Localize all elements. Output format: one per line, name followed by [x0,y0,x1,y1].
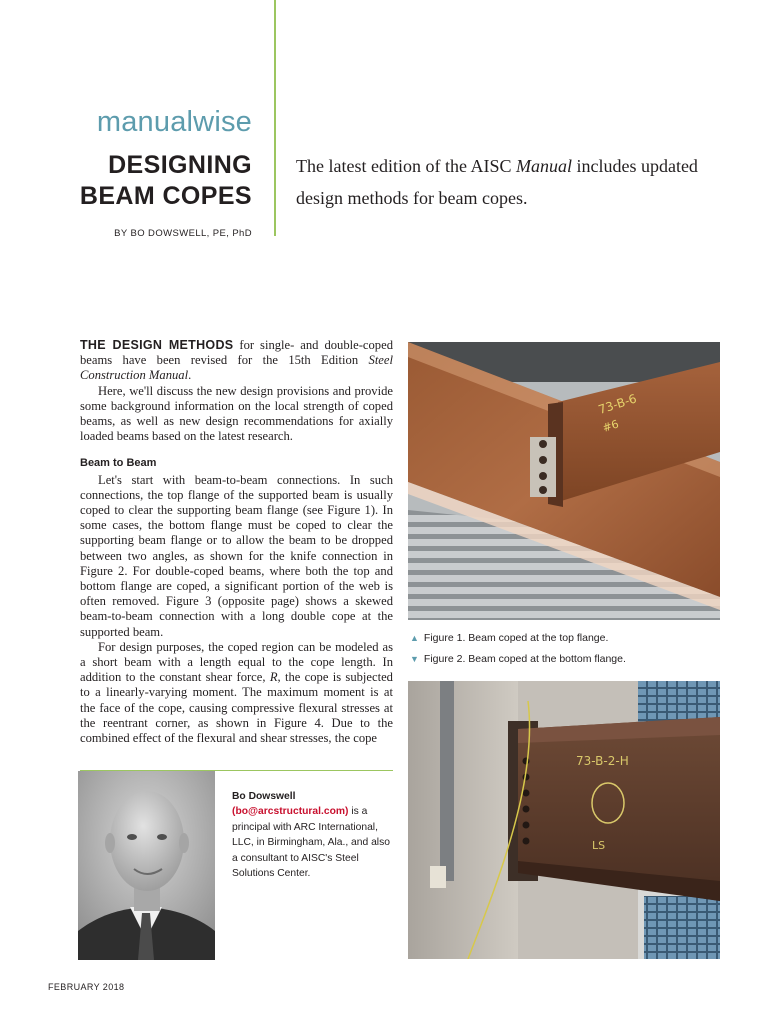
paragraph-4-text: For design purposes, the coped region can be modeled as a short beam with a length equal to the cope length. In addition to the constant shear force, [80,639,393,685]
deck-text-italic: Manual [515,156,572,176]
figure-1-marking-b: #6 [600,417,621,435]
article-title [80,150,252,212]
author-headshot [78,771,215,960]
figure-2-photo [408,681,720,959]
figure-2-illustration [408,681,720,959]
triangle-up-icon: ▲ [410,633,419,643]
byline: BY BO DOWSWELL, PE, PhD [114,228,252,239]
author-name: Bo Dowswell [232,791,296,802]
figure-2-caption [410,653,626,665]
paragraph-1-end: . [188,368,192,383]
paragraph-4-italic: R [269,670,278,685]
deck-text-after: includes updated design methods for beam copes. [296,156,698,208]
figure-1-marking-a: 73-B-6 [596,391,639,417]
page-folio: FEBRUARY 2018 [48,982,125,992]
deck [296,150,716,214]
subhead-beam-to-beam: Beam to Beam [80,457,157,470]
figure-1-photo [408,342,720,620]
triangle-down-icon: ▼ [410,654,419,664]
paragraph-2: Here, we'll discuss the new design provisions and provide some background information on the local strength of coped beams, as well as new design recommendations for axially loaded beams based on the latest research. [80,383,393,444]
paragraph-1 [80,338,393,384]
figure-2-caption-text: Figure 2. Beam coped at the bottom flange. [423,653,626,665]
author-email-link[interactable]: (bo@arcstructural.com) [232,806,349,818]
deck-text-before: The latest edition of the AISC [296,156,516,176]
author-bio [232,789,392,881]
header-divider-line [274,0,276,236]
headshot-illustration [78,771,215,960]
paragraph-3: Let's start with beam-to-beam connections. In such connections, the top flange of the supported beam is usually coped to clear the supporting beam flange (see Figure 1). In some cases, the bottom flange must be coped to clear the supporting beam flange or to allow the beam to be dropped between two angles, as shown for the knife connection in Figure 2. For double-coped beams, where both the top and bottom flange are coped, a significant portion of the web is often removed. Figure 3 (opposite page) shows a skewed beam-to-beam connection with a long double cope at the supported beam. [80,472,393,639]
author-email-text[interactable]: bo@arcstructural.com [235,806,346,818]
lead-caps: THE DESIGN METHODS [80,338,234,352]
figure-1-illustration [408,342,720,620]
paragraph-1-text: for single- and double-coped beams have been revised for the 15th Edition [80,338,393,368]
figure-2-marking-b: LS [592,839,606,852]
figure-2-marking-a: 73-B-2-H [576,754,629,768]
paragraph-1-italic: Steel Construction Manual [80,353,393,383]
paragraph-4 [80,640,393,746]
column-name: manualwise [96,106,252,138]
author-bio-text: is a principal with ARC International, LLC, in Birmingham, Ala., and also a consultant to AISC's Steel Solutions Center. [232,806,390,880]
title-line-2: BEAM COPES [79,182,252,210]
figure-1-caption [410,632,608,644]
paragraph-4-end: , the cope is subjected to a linearly-varying moment. The maximum moment is at the face of the cope, causing compressive flexural stresses at the reentrant corner, as shown in Figure 4. Due to the combined effect of the flexural and shear stresses, the cope [80,670,393,746]
article-body [80,338,393,746]
figure-1-caption-text: Figure 1. Beam coped at the top flange. [423,632,609,644]
title-line-1: DESIGNING [108,151,252,179]
